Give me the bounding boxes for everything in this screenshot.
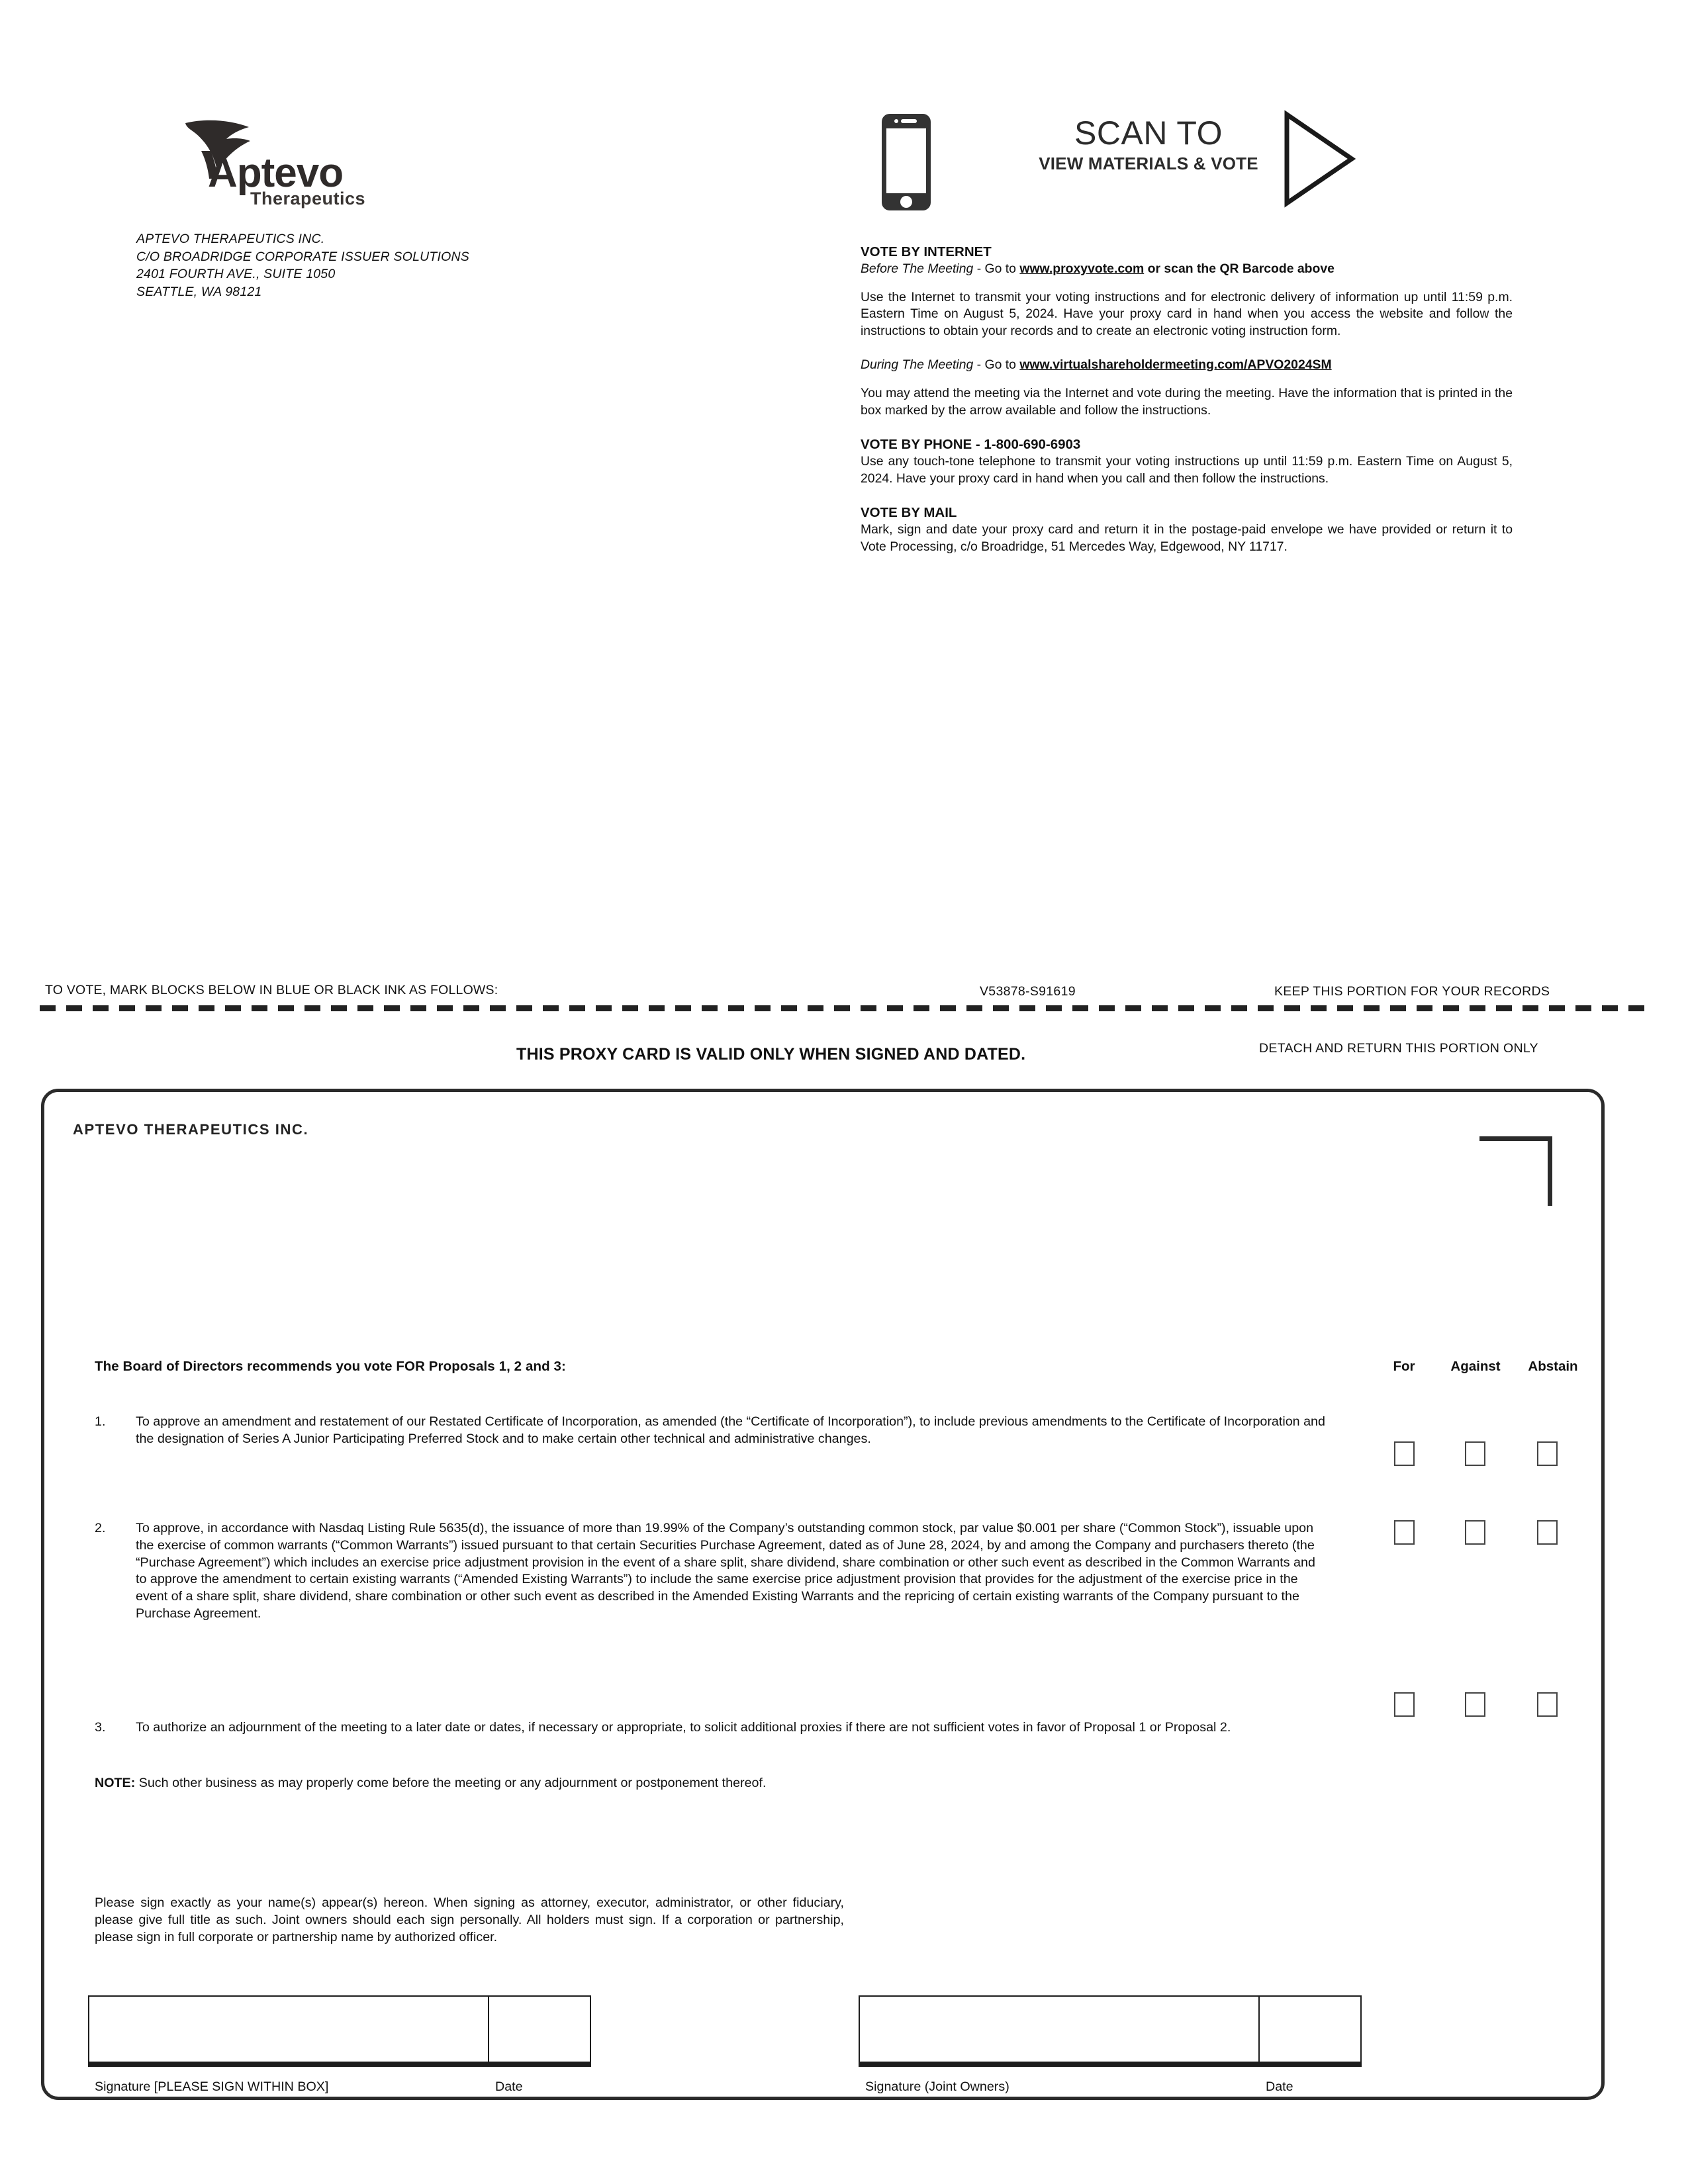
scan-to-title: SCAN TO	[1074, 114, 1223, 152]
checkbox-proposal-1-against[interactable]	[1465, 1441, 1485, 1466]
checkbox-proposal-2-abstain[interactable]	[1537, 1520, 1558, 1545]
perforation-divider	[40, 1005, 1648, 1011]
proposal-note	[95, 1775, 1286, 1792]
proxyvote-link[interactable]: www.proxyvote.com	[1019, 261, 1145, 276]
mail-instructions-body: Mark, sign and date your proxy card and return it in the postage-paid envelope we have provided or return it to Vote Processing, c/o Broadridge, 51 Mercedes Way, Edgewood, NY 11717.	[861, 522, 1513, 554]
date-label-joint: Date	[1266, 2079, 1293, 2094]
board-recommendation: The Board of Directors recommends you vote FOR Proposals 1, 2 and 3:	[95, 1359, 566, 1374]
signature-box-joint[interactable]	[859, 1995, 1362, 2063]
checkbox-proposal-3-for[interactable]	[1394, 1692, 1415, 1717]
proposal-text: To approve an amendment and restatement of our Restated Certificate of Incorporation, as amended (the “Certificate of Incorporation”), to include previous amendments to the Certificate of Incorporation and the designation of Series A Junior Participating Preferred Stock and to make certain other technical and administrative changes.	[136, 1414, 1325, 1446]
vote-by-mail-header: VOTE BY MAIL	[861, 505, 957, 521]
vote-by-phone-header: VOTE BY PHONE - 1-800-690-6903	[861, 437, 1081, 453]
proposal-number: 1.	[95, 1414, 106, 1429]
phone-instructions-body: Use any touch-tone telephone to transmit your voting instructions up until 11:59 p.m. Eastern Time on August 5, 2024. Have your proxy card in hand when you call and then follow the instructions.	[861, 454, 1513, 486]
svg-text:Aptevo: Aptevo	[208, 150, 344, 196]
scan-to-banner	[880, 109, 1383, 215]
corner-alignment-mark	[1479, 1136, 1552, 1206]
address-line: 2401 FOURTH AVE., SUITE 1050	[136, 267, 336, 281]
before-the-meeting-label: Before The Meeting	[861, 261, 974, 276]
corner-mark-vertical	[1548, 1136, 1552, 1206]
during-the-meeting-dash: - Go to	[973, 357, 1020, 373]
before-the-meeting-dash: - Go to	[973, 261, 1020, 276]
scan-to-text	[1019, 114, 1278, 174]
proposal-item-3	[95, 1719, 1326, 1737]
proposal-text: To approve, in accordance with Nasdaq Listing Rule 5635(d), the issuance of more than 19.99% of the Company’s outstanding common stock, par value $0.001 per share (“Common Stock”), issuable upon the exercise of common warrants (“Common Warrants”) issued pursuant to that certain Securities Purchase Agreement, dated as of June 28, 2024, by and among the Company and purchasers thereto (the “Purchase Agreement”) which includes an exercise price adjustment provision in the event of a share split, share dividend, share combination or other such event as described in the Common Warrants and to approve the amendment to certain existing warrants (“Amended Existing Warrants”) to include the same exercise price adjustment provision that provides for the adjustment of the exercise price in the event of a share split, share dividend, share combination or other such event as described in the Amended Existing Warrants and the repricing of certain existing warrants of the Company pursuant to the Purchase Agreement.	[136, 1521, 1315, 1621]
proposal-number: 3.	[95, 1720, 106, 1735]
column-header-against: Against	[1450, 1359, 1501, 1374]
aptevo-logo-icon	[171, 110, 396, 209]
before-the-meeting-line	[861, 261, 1513, 278]
card-company-name: APTEVO THERAPEUTICS INC.	[73, 1121, 309, 1138]
mailing-address	[136, 230, 613, 300]
mobile-phone-icon	[880, 113, 932, 212]
address-line: SEATTLE, WA 98121	[136, 284, 262, 299]
signature-date-divider	[488, 1997, 489, 2062]
checkbox-proposal-3-against[interactable]	[1465, 1692, 1485, 1717]
signature-box-primary[interactable]	[88, 1995, 591, 2063]
signature-label-primary: Signature [PLEASE SIGN WITHIN BOX]	[95, 2079, 329, 2094]
column-header-for: For	[1393, 1359, 1415, 1374]
signature-instructions: Please sign exactly as your name(s) appear(s) hereon. When signing as attorney, executor, administrator, or other fiduciary, please give full title as such. Joint owners should each sign personally. All holders must sign. If a corporation or partnership, please sign in full corporate or partnership name by authorized officer.	[95, 1895, 844, 1944]
during-the-meeting-label: During The Meeting	[861, 357, 974, 373]
note-text: Such other business as may properly come before the meeting or any adjournment or postponement thereof.	[135, 1776, 767, 1790]
arrow-right-icon	[1278, 109, 1357, 208]
during-the-meeting-line	[861, 357, 1513, 374]
during-meeting-body: You may attend the meeting via the Internet and vote during the meeting. Have the information that is printed in the box marked by the arrow available and follow the instructions.	[861, 385, 1513, 418]
scan-to-subtitle: VIEW MATERIALS & VOTE	[1039, 154, 1258, 173]
note-label: NOTE:	[95, 1776, 136, 1790]
checkbox-proposal-1-for[interactable]	[1394, 1441, 1415, 1466]
address-line: APTEVO THERAPEUTICS INC.	[136, 232, 325, 246]
voting-instructions	[861, 244, 1513, 556]
detach-return-note: DETACH AND RETURN THIS PORTION ONLY	[1259, 1041, 1538, 1056]
proposal-text: To authorize an adjournment of the meeting to a later date or dates, if necessary or appropriate, to solicit additional proxies if there are not sufficient votes in favor of Proposal 1 or Proposal 2.	[136, 1720, 1231, 1735]
vote-by-internet-header: VOTE BY INTERNET	[861, 244, 992, 259]
checkbox-proposal-2-against[interactable]	[1465, 1520, 1485, 1545]
proposal-item-2	[95, 1520, 1326, 1623]
signature-date-divider	[1258, 1997, 1260, 2062]
to-vote-instruction: TO VOTE, MARK BLOCKS BELOW IN BLUE OR BLACK INK AS FOLLOWS:	[45, 983, 498, 997]
proxy-validity-note: THIS PROXY CARD IS VALID ONLY WHEN SIGNED AND DATED.	[516, 1045, 1026, 1064]
signature-label-joint: Signature (Joint Owners)	[865, 2079, 1009, 2094]
control-number: V53878-S91619	[980, 984, 1076, 999]
checkbox-proposal-2-for[interactable]	[1394, 1520, 1415, 1545]
svg-text:Therapeutics: Therapeutics	[250, 189, 366, 208]
company-logo	[158, 101, 409, 218]
signature-underline-joint	[859, 2063, 1362, 2067]
proposal-number: 2.	[95, 1521, 106, 1535]
address-line: C/O BROADRIDGE CORPORATE ISSUER SOLUTIONS	[136, 249, 469, 264]
date-label-primary: Date	[495, 2079, 523, 2094]
corner-mark-horizontal	[1479, 1136, 1552, 1141]
keep-portion-note: KEEP THIS PORTION FOR YOUR RECORDS	[1274, 984, 1550, 999]
virtual-meeting-link[interactable]: www.virtualshareholdermeeting.com/APVO2024SM	[1019, 357, 1332, 373]
column-header-abstain: Abstain	[1528, 1359, 1578, 1374]
proposal-item-1	[95, 1414, 1326, 1448]
before-the-meeting-tail: or scan the QR Barcode above	[1144, 261, 1335, 276]
checkbox-proposal-3-abstain[interactable]	[1537, 1692, 1558, 1717]
checkbox-proposal-1-abstain[interactable]	[1537, 1441, 1558, 1466]
signature-underline-primary	[88, 2063, 591, 2067]
internet-instructions-body: Use the Internet to transmit your voting instructions and for electronic delivery of information up until 11:59 p.m. Eastern Time on August 5, 2024. Have your proxy card in hand when you access the website and follow the instructions to obtain your records and to create an electronic voting instruction form.	[861, 289, 1513, 338]
